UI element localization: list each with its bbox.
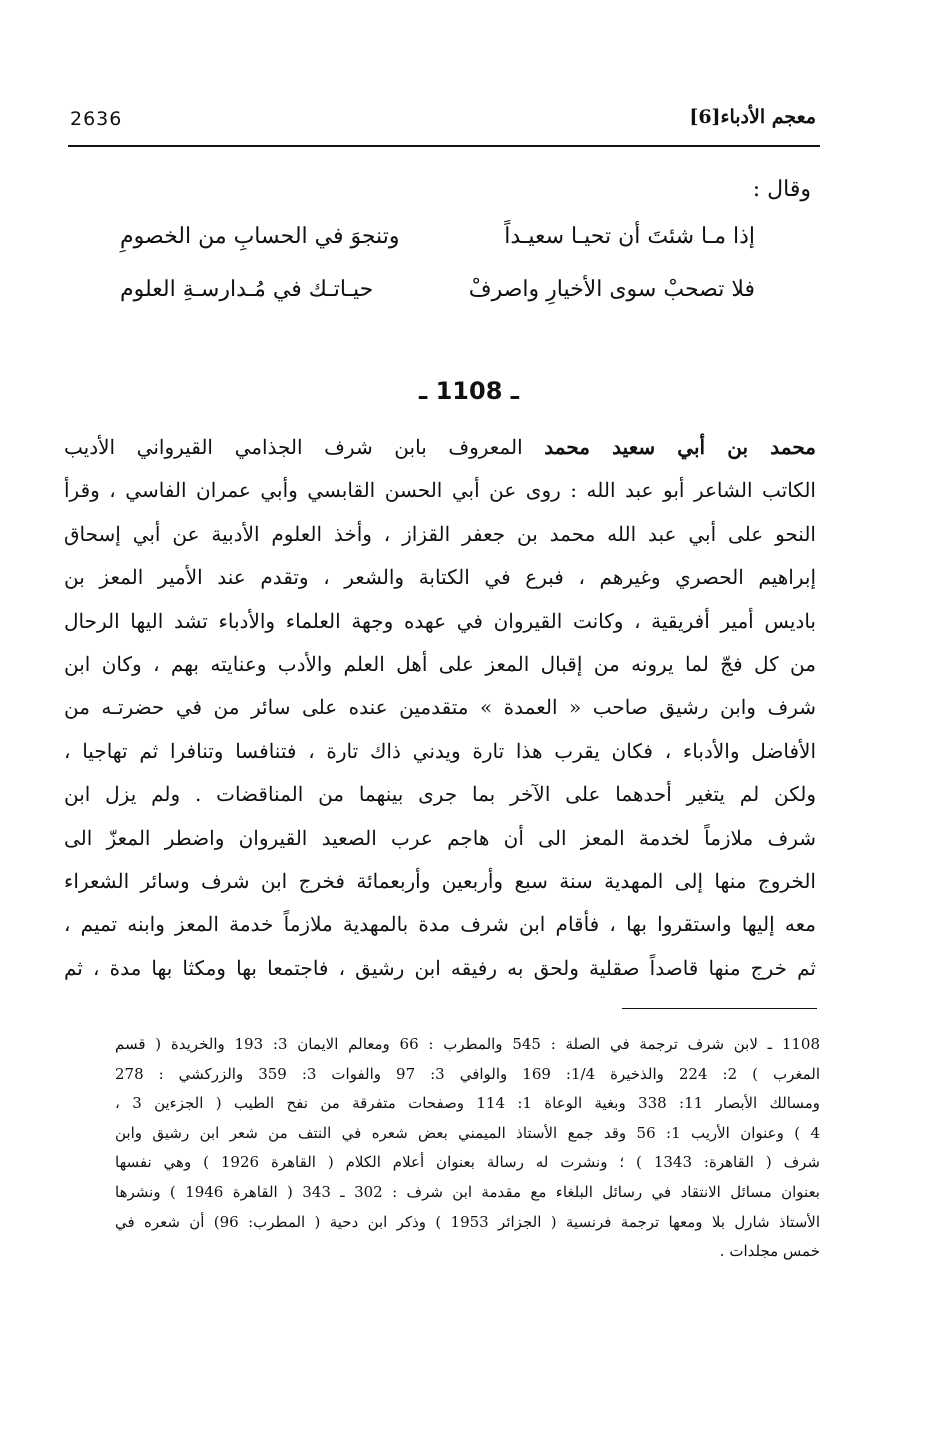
- verse-2-first-hemistich: فلا تصحبْ سوى الأخيارِ واصرفْ: [468, 277, 755, 302]
- entry-line: معه إليها واستقروا بها ، فأقام ابن شرف مدة بالمهدية ملازماً خدمة المعز وابنه تميم ،: [64, 912, 816, 937]
- footnote-line: ومسالك الأبصار 11: 338 وبغية الوعاة 1: 114 وصفحات متفرقة من نفح الطيب ( الجزءين 3 ،: [115, 1094, 820, 1113]
- entry-line: إبراهيم الحصري وغيرهم ، فبرع في الكتابة والشعر ، وتقدم عند الأمير المعز بن: [64, 565, 816, 590]
- footnote-line: الأستاذ شارل بلا ومعها ترجمة فرنسية ( الجزائر 1953 ) وذكر ابن دحية ( المطرب: 96) أن شعره في: [115, 1212, 820, 1231]
- entry-line: الأفاضل والأدباء ، فكان يقرب هذا تارة ويدني ذاك تارة ، فتنافسا وتنافرا ثم تهاجيا ،: [64, 738, 816, 763]
- entry-line: [64, 426, 816, 469]
- footnote-line: شرف ( القاهرة: 1343 ) ؛ ونشرت له رسالة بعنوان أعلام الكلام ( القاهرة 1926 ) وهي نفسها: [115, 1153, 820, 1172]
- verse-1-first-hemistich: إذا مـا شئتَ أن تحيـا سعيـداً: [504, 224, 755, 249]
- footnote-line: خمس مجلدات .: [719, 1242, 820, 1261]
- footnotes: [115, 1030, 820, 1267]
- entry-number-heading: ـ 1108 ـ: [419, 377, 519, 405]
- verse-1-second-hemistich: وتنجوَ في الحسابِ من الخصومِ: [120, 224, 400, 249]
- entry-line: من كل فجّ لما يرونه من إقبال المعز على أهل العلم والأدب وعنايته بهم ، وكان ابن: [64, 651, 816, 676]
- entry-body: [64, 426, 816, 990]
- footnote-line: 1108 ـ لابن شرف ترجمة في الصلة : 545 والمطرب : 66 ومعالم الايمان 3: 193 والخريدة ( قسم: [115, 1035, 820, 1053]
- verse-2-second-hemistich: حيـاتـك في مُـدارسـةِ العلوم: [120, 277, 374, 302]
- footnote-rule: [622, 1008, 817, 1009]
- entry-line: شرف ملازماً لخدمة المعز الى أن هاجم عرب الصعيد القيروان واضطر المعزّ الى: [64, 825, 816, 850]
- poem-intro: وقال :: [752, 177, 811, 202]
- footnote-line: بعنوان مسائل الانتقاد في رسائل البلغاء مع مقدمة ابن شرف : 302 ـ 343 ( القاهرة 1946 ) ونشرها: [115, 1182, 820, 1201]
- entry-line: النحو على أبي عبد الله محمد بن جعفر القزاز ، وأخذ العلوم الأدبية عن أبي إسحاق: [64, 521, 816, 546]
- entry-line: ثم خرج منها قاصداً صقلية ولحق به رفيقه ابن رشيق ، فاجتمعا بها ومكثا بها مدة ، ثم: [64, 955, 816, 980]
- entry-name: محمد بن أبي سعيد محمد: [544, 435, 816, 459]
- entry-line: الخروج منها إلى المهدية سنة سبع وأربعين وأربعمائة فخرج ابن شرف وسائر الشعراء: [64, 868, 816, 893]
- header-rule: [68, 145, 820, 147]
- entry-line: الكاتب الشاعر أبو عبد الله : روى عن أبي الحسن القابسي وأبي عمران الفاسي ، وقرأ: [64, 478, 816, 503]
- page-number: 2636: [70, 108, 123, 130]
- footnote-line: المغرب ) 2: 224 والذخيرة 1/4: 169 والوافي 3: 97 والفوات 3: 359 والزركشي : 278: [115, 1064, 820, 1083]
- entry-line: شرف وابن رشيق صاحب « العمدة » متقدمين عنده على سائر من في حضرتـه من: [64, 695, 816, 720]
- entry-line-text: المعروف بابن شرف الجذامي القيرواني الأديب: [64, 435, 545, 459]
- footnote-line: 4 ) وعنوان الأريب 1: 56 وقد جمع الأستاذ الميمني بعض شعره في النتف من شعر ابن رشيق وابن: [115, 1123, 820, 1142]
- entry-line: ولكن لم يتغير أحدهما على الآخر بما جرى بينهما من المناقضات . ولم يزل ابن: [64, 782, 816, 807]
- running-header-title: معجم الأدباء[6]: [689, 106, 816, 128]
- entry-line: باديس أمير أفريقية ، وكانت القيروان في عهده وجهة العلماء والأدباء تشد اليها الرحال: [64, 608, 816, 633]
